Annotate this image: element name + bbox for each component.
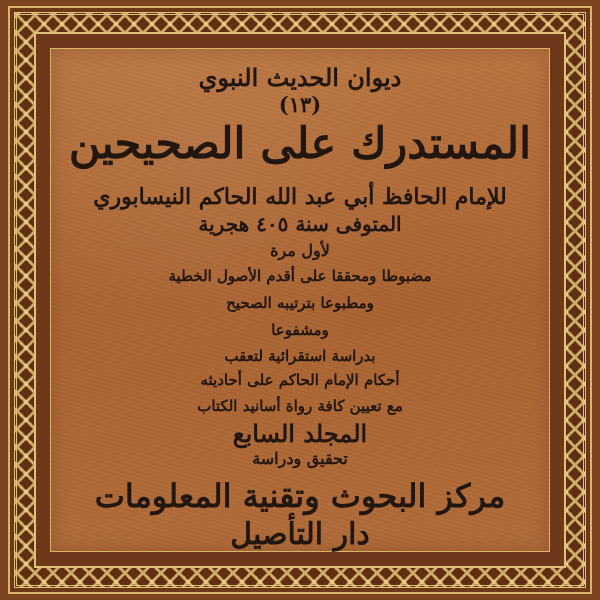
- series-number: (١٣): [278, 92, 322, 117]
- description-line: مع تعيين كافة رواة أسانيد الكتاب: [197, 397, 403, 415]
- description-line: بدراسة استقرائية لتعقب: [224, 347, 376, 365]
- first-time-label: لأول مرة: [270, 241, 330, 260]
- description-line: مضبوطا ومحققا على أقدم الأصول الخطية: [168, 267, 432, 285]
- description-line: ومشفوعا: [271, 321, 329, 339]
- book-title: المستدرك على الصحيحين: [68, 119, 532, 169]
- publisher: دار التأصيل: [230, 517, 370, 552]
- research-center: مركز البحوث وتقنية المعلومات: [94, 477, 506, 515]
- author-line: للإمام الحافظ أبي عبد الله الحاكم النيسابوري: [93, 184, 507, 210]
- research-label: تحقيق ودراسة: [252, 449, 348, 468]
- description-line: ومطبوعا بترتيبه الصحيح: [226, 294, 374, 312]
- description-line: أحكام الإمام الحاكم على أحاديثه: [200, 371, 400, 389]
- volume-label: المجلد السابع: [232, 419, 368, 448]
- death-year: المتوفى سنة ٤٠٥ هجرية: [198, 212, 402, 236]
- title-panel: [50, 48, 550, 552]
- series-title: ديوان الحديث النبوي: [198, 63, 402, 92]
